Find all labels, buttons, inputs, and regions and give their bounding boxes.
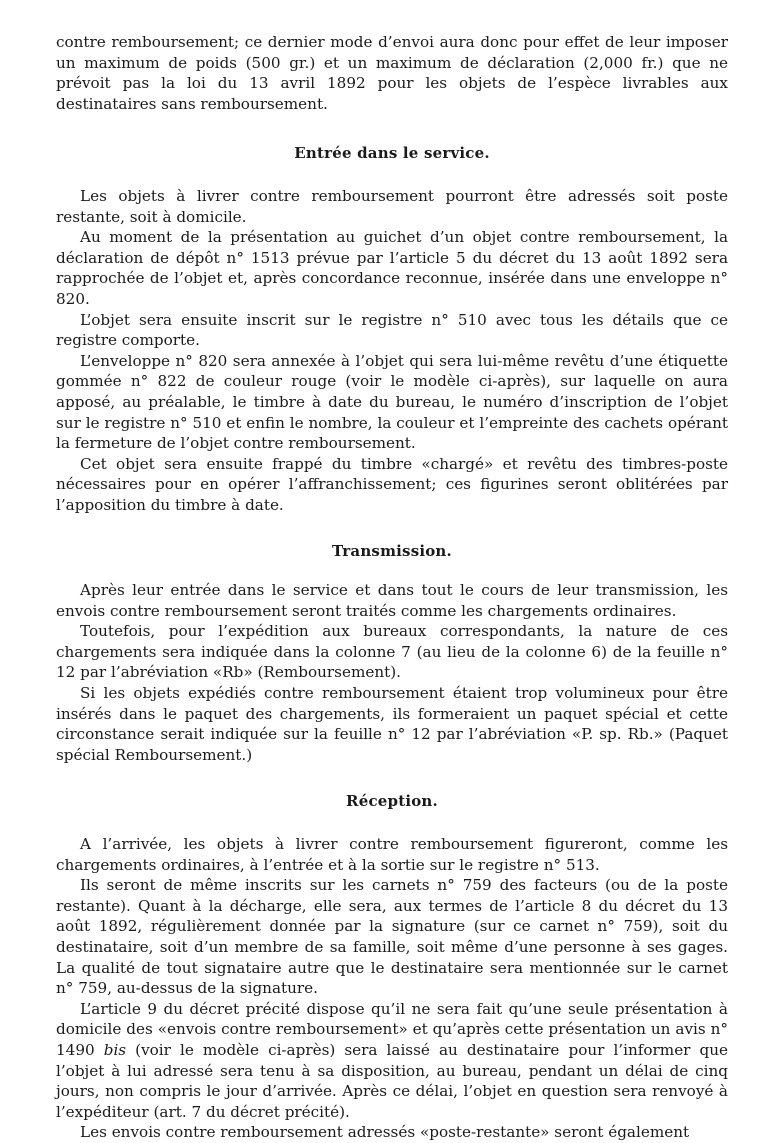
section-heading-entree: Entrée dans le service. [294,144,490,163]
paragraph: Après leur entrée dans le service et dans tout le cours de leur transmission, les envois contre remboursement seront traités comme les chargements ordinaires. [56,581,728,620]
paragraph: Cet objet sera ensuite frappé du timbre «chargé» et revêtu des timbres-poste nécessaires pour en opérer l’affranchissement; ces figurines seront oblitérées par l’apposition du timbre à date. [56,454,728,514]
italic-text: bis [103,1040,127,1059]
paragraph: Si les objets expédiés contre remboursement étaient trop volumineux pour être insérés dans le paquet des chargements, ils formeraient un paquet spécial et cette circonstance serait indiquée sur la feuille n° 12 par l’abréviation «P. sp. Rb.» (Paquet spécial Remboursement.) [56,684,728,764]
paragraph: Toutefois, pour l’expédition aux bureaux correspondants, la nature de ces chargements sera indiquée dans la colonne 7 (au lieu de la colonne 6) de la feuille n° 12 par l’abréviation «Rb» (Remboursement). [56,622,728,682]
section-heading-reception: Réception. [346,792,438,811]
paragraph: Au moment de la présentation au guichet d’un objet contre remboursement, la déclaration de dépôt n° 1513 prévue par l’article 5 du décret du 13 août 1892 sera rapprochée de l’objet et, après concordance reconnue, insérée dans une enveloppe n° 820. [56,228,728,308]
paragraph [56,999,728,1123]
paragraph: Ils seront de même inscrits sur les carnets n° 759 des facteurs (ou de la poste restante). Quant à la décharge, elle sera, aux termes de l’article 8 du décret du 13 août 1892, régulièrement donnée par la signature (sur ce carnet n° 759), soit du destinataire, soit d’un membre de sa famille, soit même d’une personne à ses gages. La qualité de tout signataire autre que le destinataire sera mentionnée sur le carnet n° 759, au-dessus de la signature. [56,876,728,998]
section-heading-transmission: Transmission. [332,542,452,561]
paragraph: Les envois contre remboursement adressés «poste-restante» seront également [80,1123,690,1142]
text-run: (voir le modèle ci-après) sera laissé au destinataire pour l’informer que l’objet à lui adressé sera tenu à sa disposition, au bureau, pendant un délai de cinq jours, non compris le jour d’arrivée. Après ce délai, l’objet en question sera renvoyé à l’expéditeur (art. 7 du décret précité). [56,1040,728,1121]
paragraph: L’enveloppe n° 820 sera annexée à l’objet qui sera lui-même revêtu d’une étiquette gommée n° 822 de couleur rouge (voir le modèle ci-après), sur laquelle on aura apposé, au préalable, le timbre à date du bureau, le numéro d’inscription de l’objet sur le registre n° 510 et enfin le nombre, la couleur et l’empreinte des cachets opérant la fermeture de l’objet contre remboursement. [56,351,728,453]
paragraph: Les objets à livrer contre remboursement pourront être adressés soit poste restante, soit à domicile. [56,186,728,226]
text-run: L’article 9 du décret précité dispose qu’il ne sera fait qu’une seule présentation à domicile des «envois contre remboursement» et qu’après cette présentation un avis n° 1490 [56,999,728,1059]
paragraph: L’objet sera ensuite inscrit sur le registre n° 510 avec tous les détails que ce registre comporte. [56,310,728,350]
paragraph: contre remboursement; ce dernier mode d’envoi aura donc pour effet de leur imposer un maximum de poids (500 gr.) et un maximum de déclaration (2,000 fr.) que ne prévoit pas la loi du 13 avril 1892 pour les objets de l’espèce livrables aux destinataires sans remboursement. [56,33,728,113]
document-page [56,32,728,1143]
paragraph: A l’arrivée, les objets à livrer contre remboursement figureront, comme les chargements ordinaires, à l’entrée et à la sortie sur le registre n° 513. [56,835,728,874]
